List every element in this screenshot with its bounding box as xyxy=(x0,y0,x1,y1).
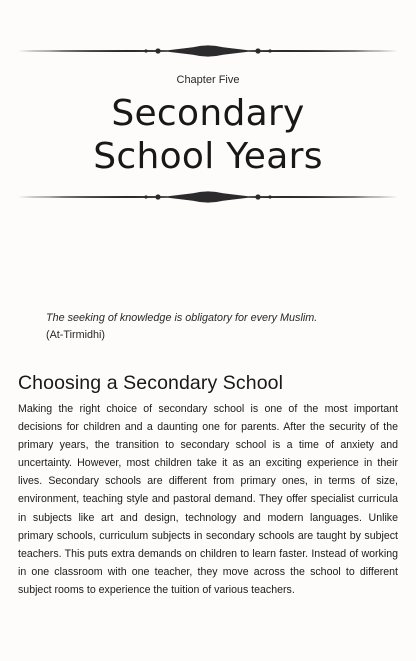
chapter-title xyxy=(0,92,416,178)
body-paragraph: Making the right choice of secondary school is one of the most important decisions for children and a daunting one for parents. After the security of the primary years, the transition to secondary school is a time of anxiety and uncertainty. However, most children take it as an exciting experience in their lives. Secondary schools are different from primary ones, in terms of size, environment, teaching style and pastoral demand. They offer specialist curricula in subjects like art and design, technology and modern languages. Unlike primary schools, curriculum subjects in secondary schools are taught by subject teachers. This puts extra demands on children to learn faster. Instead of working in one classroom with one teacher, they move across the school to different subject rooms to experience the tuition of various teachers. xyxy=(18,403,398,596)
epigraph-quote: The seeking of knowledge is obligatory for every Muslim. xyxy=(46,312,318,324)
bottom-ornament-divider xyxy=(18,190,398,204)
ornament-flourish-icon xyxy=(18,44,398,58)
chapter-label: Chapter Five xyxy=(176,74,240,86)
chapter-title-line-2: School Years xyxy=(93,136,323,177)
epigraph-source: (At-Tirmidhi) xyxy=(46,329,105,341)
epigraph xyxy=(46,310,386,344)
chapter-title-line-1: Secondary xyxy=(111,93,305,134)
section-heading: Choosing a Secondary School xyxy=(18,372,284,394)
ornament-flourish-icon xyxy=(18,190,398,204)
top-ornament-divider xyxy=(18,44,398,58)
